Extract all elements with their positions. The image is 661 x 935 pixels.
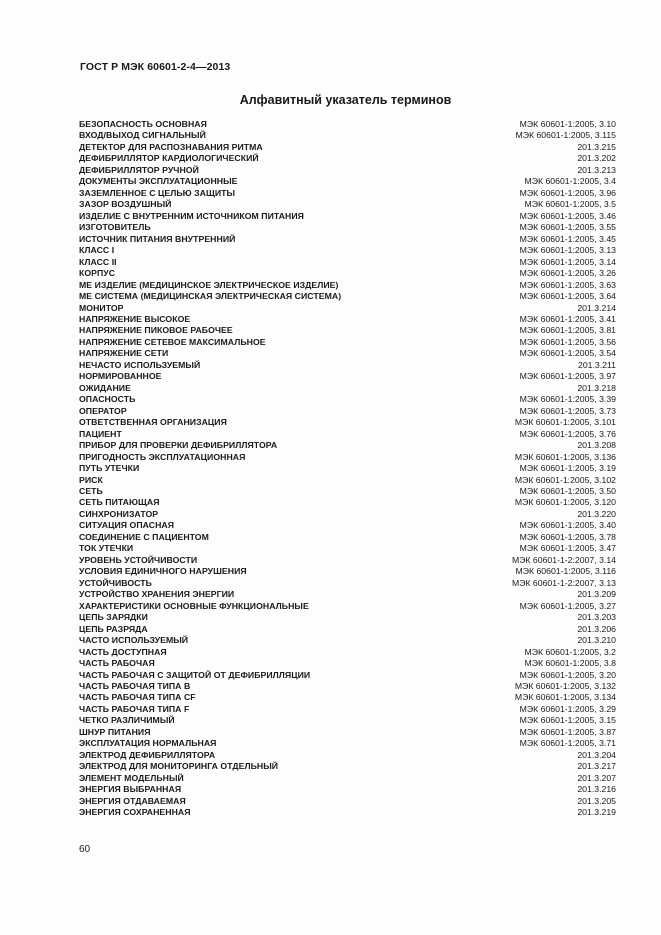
term-name: ПРИБОР ДЛЯ ПРОВЕРКИ ДЕФИБРИЛЛЯТОРА bbox=[79, 440, 278, 451]
term-row bbox=[79, 807, 616, 818]
term-name: ИЗДЕЛИЕ С ВНУТРЕННИМ ИСТОЧНИКОМ ПИТАНИЯ bbox=[79, 210, 304, 221]
term-reference: 201.3.214 bbox=[577, 302, 616, 313]
term-name: ЭНЕРГИЯ ОТДАВАЕМАЯ bbox=[79, 795, 186, 806]
term-row bbox=[79, 727, 616, 738]
term-name: ЧАСТО ИСПОЛЬЗУЕМЫЙ bbox=[79, 635, 189, 646]
term-row bbox=[79, 325, 616, 336]
term-reference: МЭК 60601-1:2005, 3.134 bbox=[514, 692, 616, 703]
term-row bbox=[79, 119, 616, 130]
term-reference: МЭК 60601-1:2005, 3.4 bbox=[524, 176, 616, 187]
term-name: ЧАСТЬ РАБОЧАЯ bbox=[79, 658, 155, 669]
term-reference: МЭК 60601-1:2005, 3.115 bbox=[515, 130, 616, 141]
term-name: ЧАСТЬ ДОСТУПНАЯ bbox=[79, 646, 167, 657]
term-reference: МЭК 60601-1:2005, 3.15 bbox=[519, 715, 616, 726]
term-reference: 201.3.211 bbox=[577, 359, 616, 370]
term-name: ЗАЗЕМЛЕННОЕ С ЦЕЛЬЮ ЗАЩИТЫ bbox=[79, 187, 236, 198]
term-name: ОТВЕТСТВЕННАЯ ОРГАНИЗАЦИЯ bbox=[79, 417, 227, 428]
term-reference: 201.3.204 bbox=[577, 749, 616, 760]
term-row bbox=[79, 176, 616, 187]
term-reference: 201.3.218 bbox=[577, 382, 616, 393]
term-reference: 201.3.205 bbox=[577, 795, 616, 806]
term-row bbox=[79, 291, 616, 302]
term-reference: МЭК 60601-1:2005, 3.81 bbox=[519, 325, 616, 336]
term-name: ЧАСТЬ РАБОЧАЯ ТИПА F bbox=[79, 703, 190, 714]
term-row bbox=[79, 704, 616, 715]
term-name: ОЖИДАНИЕ bbox=[79, 382, 131, 393]
term-row bbox=[79, 463, 616, 474]
term-row bbox=[79, 280, 616, 291]
term-row bbox=[79, 566, 616, 577]
term-row bbox=[79, 497, 616, 508]
term-row bbox=[79, 761, 616, 772]
term-row bbox=[79, 348, 616, 359]
term-reference: МЭК 60601-1-2:2007, 3.14 bbox=[511, 554, 616, 565]
term-reference: МЭК 60601-1:2005, 3.101 bbox=[514, 417, 616, 428]
term-reference: МЭК 60601-1:2005, 3.40 bbox=[519, 520, 616, 531]
term-name: ЧАСТЬ РАБОЧАЯ С ЗАЩИТОЙ ОТ ДЕФИБРИЛЛЯЦИИ bbox=[79, 669, 311, 680]
term-name: ТОК УТЕЧКИ bbox=[79, 543, 134, 554]
term-reference: 201.3.209 bbox=[577, 589, 616, 600]
term-reference: МЭК 60601-1:2005, 3.102 bbox=[514, 474, 616, 485]
term-row bbox=[79, 371, 616, 382]
term-name: ВХОД/ВЫХОД СИГНАЛЬНЫЙ bbox=[79, 130, 206, 141]
term-reference: МЭК 60601-1-2:2007, 3.13 bbox=[511, 577, 616, 588]
term-reference: МЭК 60601-1:2005, 3.27 bbox=[519, 600, 616, 611]
term-row bbox=[79, 314, 616, 325]
term-reference: МЭК 60601-1:2005, 3.2 bbox=[524, 646, 616, 657]
term-reference: 201.3.215 bbox=[577, 141, 616, 152]
term-name: ДЕФИБРИЛЛЯТОР КАРДИОЛОГИЧЕСКИЙ bbox=[79, 153, 259, 164]
term-row bbox=[79, 406, 616, 417]
term-name: СОЕДИНЕНИЕ С ПАЦИЕНТОМ bbox=[79, 531, 209, 542]
term-name: НАПРЯЖЕНИЕ СЕТЕВОЕ МАКСИМАЛЬНОЕ bbox=[79, 336, 266, 347]
term-row bbox=[79, 738, 616, 749]
term-name: ЦЕПЬ РАЗРЯДА bbox=[79, 623, 148, 634]
term-name: КОРПУС bbox=[79, 268, 116, 279]
term-name: ОПЕРАТОР bbox=[79, 405, 127, 416]
term-name: ЧЕТКО РАЗЛИЧИМЫЙ bbox=[79, 715, 175, 726]
term-name: ЭЛЕМЕНТ МОДЕЛЬНЫЙ bbox=[79, 772, 184, 783]
term-row bbox=[79, 440, 616, 451]
term-row bbox=[79, 130, 616, 141]
term-row bbox=[79, 612, 616, 623]
term-row bbox=[79, 245, 616, 256]
term-name: НАПРЯЖЕНИЕ СЕТИ bbox=[79, 348, 169, 359]
term-row bbox=[79, 211, 616, 222]
term-reference: 201.3.208 bbox=[577, 440, 616, 451]
term-name: ИСТОЧНИК ПИТАНИЯ ВНУТРЕННИЙ bbox=[79, 233, 236, 244]
document-code: ГОСТ Р МЭК 60601-2-4—2013 bbox=[80, 61, 231, 73]
term-name: НОРМИРОВАННОЕ bbox=[79, 371, 162, 382]
term-reference: 201.3.203 bbox=[577, 612, 616, 623]
term-name: ME ИЗДЕЛИЕ (МЕДИЦИНСКОЕ ЭЛЕКТРИЧЕСКОЕ ИЗДЕЛИЕ) bbox=[79, 279, 339, 290]
term-row bbox=[79, 188, 616, 199]
term-row bbox=[79, 601, 616, 612]
term-name: ЭЛЕКТРОД ДЕФИБРИЛЛЯТОРА bbox=[79, 749, 216, 760]
term-name: СИНХРОНИЗАТОР bbox=[79, 508, 159, 519]
term-reference: МЭК 60601-1:2005, 3.20 bbox=[519, 669, 616, 680]
term-name: ME СИСТЕМА (МЕДИЦИНСКАЯ ЭЛЕКТРИЧЕСКАЯ СИСТЕМА) bbox=[79, 291, 342, 302]
term-name: КЛАСС I bbox=[79, 245, 115, 256]
term-reference: 201.3.220 bbox=[577, 508, 616, 519]
term-name: ИЗГОТОВИТЕЛЬ bbox=[79, 222, 151, 233]
term-reference: МЭК 60601-1:2005, 3.96 bbox=[519, 187, 616, 198]
term-name: ПАЦИЕНТ bbox=[79, 428, 122, 439]
term-row bbox=[79, 268, 616, 279]
term-name: ЧАСТЬ РАБОЧАЯ ТИПА B bbox=[79, 680, 191, 691]
term-name: ЭНЕРГИЯ ВЫБРАННАЯ bbox=[79, 784, 182, 795]
term-row bbox=[79, 360, 616, 371]
term-reference: МЭК 60601-1:2005, 3.71 bbox=[519, 738, 616, 749]
term-name: ПРИГОДНОСТЬ ЭКСПЛУАТАЦИОННАЯ bbox=[79, 451, 246, 462]
term-row bbox=[79, 520, 616, 531]
term-reference: 201.3.217 bbox=[577, 761, 616, 772]
term-row bbox=[79, 429, 616, 440]
term-reference: МЭК 60601-1:2005, 3.41 bbox=[519, 313, 616, 324]
term-row bbox=[79, 532, 616, 543]
term-name: УСТОЙЧИВОСТЬ bbox=[79, 577, 152, 588]
term-name: СЕТЬ bbox=[79, 486, 103, 496]
term-name: ЭНЕРГИЯ СОХРАНЕННАЯ bbox=[79, 807, 191, 818]
term-row bbox=[79, 578, 616, 589]
term-name: ДЕТЕКТОР ДЛЯ РАСПОЗНАВАНИЯ РИТМА bbox=[79, 141, 263, 152]
term-reference: МЭК 60601-1:2005, 3.120 bbox=[514, 497, 616, 508]
term-name: СИТУАЦИЯ ОПАСНАЯ bbox=[79, 520, 175, 531]
term-name: ШНУР ПИТАНИЯ bbox=[79, 726, 151, 737]
term-row bbox=[79, 635, 616, 646]
term-row bbox=[79, 647, 616, 658]
term-reference: МЭК 60601-1:2005, 3.97 bbox=[519, 371, 616, 382]
term-reference: МЭК 60601-1:2005, 3.132 bbox=[514, 680, 616, 691]
term-reference: 201.3.213 bbox=[577, 164, 616, 175]
term-reference: МЭК 60601-1:2005, 3.8 bbox=[524, 658, 616, 669]
term-reference: МЭК 60601-1:2005, 3.50 bbox=[519, 486, 616, 496]
term-name: ЭЛЕКТРОД ДЛЯ МОНИТОРИНГА ОТДЕЛЬНЫЙ bbox=[79, 761, 279, 772]
term-name: ДОКУМЕНТЫ ЭКСПЛУАТАЦИОННЫЕ bbox=[79, 176, 238, 187]
term-row bbox=[79, 383, 616, 394]
term-row bbox=[79, 555, 616, 566]
term-row bbox=[79, 257, 616, 268]
term-reference: МЭК 60601-1:2005, 3.13 bbox=[519, 245, 616, 256]
term-name: РИСК bbox=[79, 474, 103, 485]
term-name: УСТРОЙСТВО ХРАНЕНИЯ ЭНЕРГИИ bbox=[79, 589, 235, 600]
term-reference: МЭК 60601-1:2005, 3.63 bbox=[519, 279, 616, 290]
term-row bbox=[79, 153, 616, 164]
term-row bbox=[79, 589, 616, 600]
page-title: Алфавитный указатель терминов bbox=[239, 93, 452, 107]
term-row bbox=[79, 234, 616, 245]
term-row bbox=[79, 624, 616, 635]
term-row bbox=[79, 394, 616, 405]
term-row bbox=[79, 784, 616, 795]
term-reference: МЭК 60601-1:2005, 3.10 bbox=[519, 119, 616, 129]
term-reference: 201.3.216 bbox=[577, 784, 616, 795]
term-row bbox=[79, 715, 616, 726]
term-reference: МЭК 60601-1:2005, 3.76 bbox=[519, 428, 616, 439]
term-row bbox=[79, 452, 616, 463]
term-row bbox=[79, 692, 616, 703]
term-name: ХАРАКТЕРИСТИКИ ОСНОВНЫЕ ФУНКЦИОНАЛЬНЫЕ bbox=[79, 600, 309, 611]
term-reference: МЭК 60601-1:2005, 3.39 bbox=[519, 394, 616, 405]
term-row bbox=[79, 796, 616, 807]
term-reference: МЭК 60601-1:2005, 3.46 bbox=[519, 210, 616, 221]
term-row bbox=[79, 543, 616, 554]
term-reference: 201.3.202 bbox=[577, 153, 616, 164]
term-name: БЕЗОПАСНОСТЬ ОСНОВНАЯ bbox=[79, 119, 207, 129]
term-reference: МЭК 60601-1:2005, 3.5 bbox=[524, 199, 616, 210]
term-reference: 201.3.210 bbox=[577, 635, 616, 646]
term-row bbox=[79, 658, 616, 669]
term-reference: МЭК 60601-1:2005, 3.116 bbox=[515, 566, 616, 577]
term-row bbox=[79, 475, 616, 486]
term-row bbox=[79, 303, 616, 314]
term-row bbox=[79, 222, 616, 233]
term-reference: МЭК 60601-1:2005, 3.19 bbox=[519, 463, 616, 474]
term-row bbox=[79, 750, 616, 761]
term-row bbox=[79, 337, 616, 348]
term-reference: МЭК 60601-1:2005, 3.47 bbox=[519, 543, 616, 554]
term-reference: МЭК 60601-1:2005, 3.87 bbox=[519, 726, 616, 737]
term-row bbox=[79, 165, 616, 176]
term-name: ЗАЗОР ВОЗДУШНЫЙ bbox=[79, 199, 172, 210]
term-name: ОПАСНОСТЬ bbox=[79, 394, 136, 405]
page-number: 60 bbox=[79, 844, 91, 855]
term-reference: МЭК 60601-1:2005, 3.55 bbox=[519, 222, 616, 233]
term-name: КЛАСС II bbox=[79, 256, 117, 267]
term-reference: МЭК 60601-1:2005, 3.54 bbox=[519, 348, 616, 359]
term-reference: МЭК 60601-1:2005, 3.14 bbox=[519, 256, 616, 267]
term-reference: МЭК 60601-1:2005, 3.29 bbox=[519, 703, 616, 714]
term-reference: МЭК 60601-1:2005, 3.64 bbox=[519, 291, 616, 302]
term-name: НАПРЯЖЕНИЕ ПИКОВОЕ РАБОЧЕЕ bbox=[79, 325, 233, 336]
term-name: ПУТЬ УТЕЧКИ bbox=[79, 463, 140, 474]
term-reference: МЭК 60601-1:2005, 3.78 bbox=[519, 531, 616, 542]
term-row bbox=[79, 773, 616, 784]
term-name: УСЛОВИЯ ЕДИНИЧНОГО НАРУШЕНИЯ bbox=[79, 566, 247, 577]
term-reference: МЭК 60601-1:2005, 3.56 bbox=[519, 336, 616, 347]
term-reference: МЭК 60601-1:2005, 3.26 bbox=[519, 268, 616, 279]
term-name: ЧАСТЬ РАБОЧАЯ ТИПА CF bbox=[79, 692, 196, 703]
term-reference: МЭК 60601-1:2005, 3.45 bbox=[519, 233, 616, 244]
term-index bbox=[79, 119, 616, 819]
term-row bbox=[79, 509, 616, 520]
term-name: МОНИТОР bbox=[79, 302, 124, 313]
term-name: УРОВЕНЬ УСТОЙЧИВОСТИ bbox=[79, 554, 198, 565]
term-reference: 201.3.207 bbox=[577, 772, 616, 783]
term-reference: МЭК 60601-1:2005, 3.136 bbox=[514, 451, 616, 462]
term-name: ЦЕПЬ ЗАРЯДКИ bbox=[79, 612, 148, 623]
term-row bbox=[79, 142, 616, 153]
term-reference: 201.3.219 bbox=[577, 807, 616, 818]
term-reference: МЭК 60601-1:2005, 3.73 bbox=[519, 405, 616, 416]
term-row bbox=[79, 486, 616, 497]
term-name: НАПРЯЖЕНИЕ ВЫСОКОЕ bbox=[79, 313, 191, 324]
term-name: ДЕФИБРИЛЛЯТОР РУЧНОЙ bbox=[79, 164, 199, 175]
term-name: НЕЧАСТО ИСПОЛЬЗУЕМЫЙ bbox=[79, 359, 201, 370]
term-name: ЭКСПЛУАТАЦИЯ НОРМАЛЬНАЯ bbox=[79, 738, 217, 749]
term-name: СЕТЬ ПИТАЮЩАЯ bbox=[79, 497, 160, 508]
term-row bbox=[79, 670, 616, 681]
term-row bbox=[79, 681, 616, 692]
term-reference: 201.3.206 bbox=[577, 623, 616, 634]
term-row bbox=[79, 199, 616, 210]
term-row bbox=[79, 417, 616, 428]
